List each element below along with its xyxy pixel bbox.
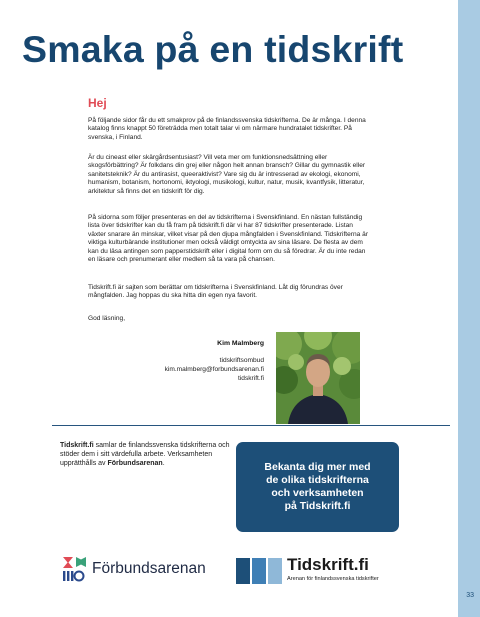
- tidskrift-logo: [236, 556, 379, 586]
- intro-paragraph: På följande sidor får du ett smakprov på de finlandssvenska tidskrifterna. De är många. I denna katalog finns knappt 50 företrädda men totalt talar vi om närmare hundratalet tidskrifter. På svenska, i Finland.: [88, 117, 366, 141]
- signature-name: Kim Malmberg: [217, 340, 264, 347]
- side-accent-bar: [458, 0, 480, 617]
- forbundsarenan-mark-icon: [62, 556, 88, 582]
- about-brand: Tidskrift.fi: [60, 442, 94, 449]
- cta-line: Bekanta dig mer med: [264, 461, 371, 473]
- signature-website[interactable]: tidskrift.fi: [237, 375, 264, 382]
- signature-email[interactable]: kim.malmberg@forbundsarenan.fi: [164, 366, 264, 373]
- about-body: samlar de finlandssvenska tidskrifterna och stöder dem i sitt värdefulla arbete. Verksamheten upprätthålls av: [60, 442, 230, 467]
- forbundsarenan-logo: [62, 556, 206, 582]
- page-title: Smaka på en tidskrift: [22, 28, 404, 70]
- section-divider: [52, 425, 450, 426]
- interests-paragraph: Är du cineast eller skärgårdsentusiast? Vill veta mer om funktionsnedsättning eller skogsförbättring? Är folkdans din grej eller någon helt annan bransch? Gillar du gymnastik eller sanitetsteknik? Är du antirasist, queeraktivist? Vare sig du är intresserad av ekologi, ekonomi, humanism, botanism, hortonomi, iktyologi, musikologi, kultur, natur, musik, kvantfysik, litteratur, arkitektur så finns det en tidskrift för dig.: [88, 154, 366, 195]
- page-number: 33: [466, 592, 474, 599]
- forbundsarenan-name: Förbundsarenan: [92, 560, 206, 577]
- tidskrift-name: Tidskrift.fi: [287, 555, 369, 574]
- greeting-heading: Hej: [88, 96, 107, 110]
- cta-line: och verksamheten: [271, 487, 364, 499]
- tidskrift-tagline: Arenan för finlandssvenska tidskrifter: [287, 576, 379, 582]
- tidskrift-bars-icon: [236, 556, 282, 584]
- signature-role: tidskriftsombud: [219, 357, 264, 364]
- about-text: [60, 441, 230, 468]
- website-paragraph: Tidskrift.fi är sajten som berättar om tidskrifterna i Svenskfinland. Låt dig förundras över mångfalden. Jag hoppas du ska hitta din egen nya favorit.: [88, 284, 343, 300]
- overview-paragraph: På sidorna som följer presenteras en del av tidskrifterna i Svenskfinland. En nästan fullständig lista över tidskrifter kan du få fram på tidskrift.fi där vi har 87 tidskrifter presenterade. Listan växter snarare än minskar, vilket visar på den djupa mångfalden i Svenskfinland. Tidskrifterna är viktiga kulturbärande institutioner men också väldigt omtyckta av sina läsare. De flesta av dem kan du läsa antingen som papperstidskrift eller i digital form om du så föredrar. Är du inte redan en läsare och prenumerant eller medlem så ta vara på chansen.: [88, 214, 369, 264]
- about-org: Förbundsarenan: [107, 460, 163, 467]
- about-end: .: [162, 460, 165, 467]
- visit-tidskrift-callout[interactable]: [236, 442, 399, 532]
- cta-line: de olika tidskrifterna: [266, 474, 369, 486]
- cta-line: på Tidskrift.fi: [284, 500, 351, 512]
- closing-line: God läsning,: [88, 315, 126, 322]
- author-photo: [276, 332, 360, 424]
